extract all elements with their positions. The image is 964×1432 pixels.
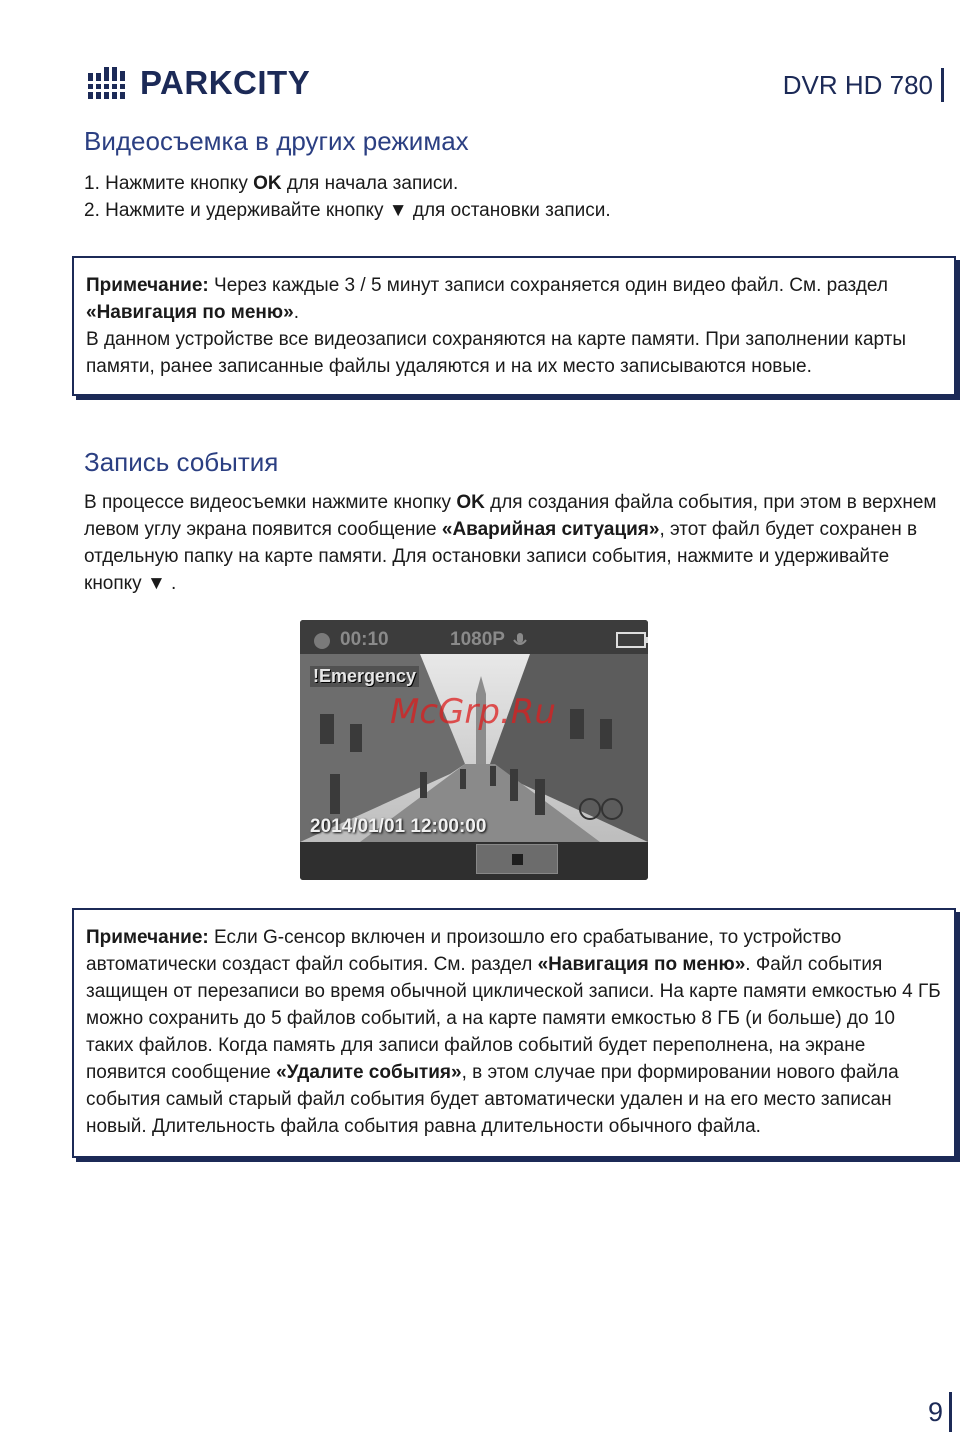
control-bar [300,842,648,880]
recording-time: 00:10 [340,629,389,650]
section-title-event-recording: Запись события [84,447,279,477]
page-number: 9 [928,1392,952,1432]
parkcity-logo-icon [88,67,134,99]
brand-logo [88,66,310,100]
note-box-2: Примечание: Если G-сенсор включен и произошло его срабатывание, то устройство автоматически создаст файл события. См. раздел «Навигация по меню». Файл события защищен от перезаписи во время обычной циклической записи. На карте памяти емкостью 4 ГБ можно сохранить до 5 файлов событий, а на карте памяти емкостью 8 ГБ (и больше) до 10 таких файлов. Когда память для записи файлов событий будет переполнена, на экране появится сообщение «Удалите события», в этом случае при формировании нового файла события самый старый файл события будет автоматически удален и на его место записан новый. Длительность файла события равна длительности обычного файла. [72,908,956,1158]
emergency-label: !Emergency [310,666,419,687]
date-time-stamp: 2014/01/01 12:00:00 [310,816,487,837]
model-name: DVR HD 780 [783,68,944,102]
record-dot-icon [314,633,330,649]
note-box-1: Примечание: Через каждые 3 / 5 минут записи сохраняется один видео файл. См. раздел «Навигация по меню». В данном устройстве все видеозаписи сохраняются на карте памяти. При заполнении карты памяти, ранее записанные файлы удаляются и на их место записываются новые. [72,256,956,396]
dvr-screen-illustration [300,620,648,880]
resolution-label: 1080P [450,629,505,650]
brand-name: PARKCITY [140,64,311,101]
note-label: Примечание: [86,275,209,296]
stop-icon [512,854,523,865]
microphone-icon [510,630,530,650]
battery-icon [616,632,646,648]
section-title-video-modes: Видеосъемка в других режимах [84,126,469,156]
note-text: В данном устройстве все видеозаписи сохраняются на карте памяти. При заполнении карты памяти, ранее записанные файлы удаляются и на их место записываются новые. [86,329,907,377]
note-label: Примечание: [86,927,209,948]
step-1: 1. Нажмите кнопку OK для начала записи. [84,173,459,194]
watermark: McGrp.Ru [390,692,556,732]
step-2: 2. Нажмите и удерживайте кнопку ▼ для остановки записи. [84,200,611,221]
event-recording-paragraph: В процессе видеосъемки нажмите кнопку OK для создания файла события, при этом в верхнем левом углу экрана появится сообщение «Аварийная ситуация», этот файл будет сохранен в отдельную папку на карте памяти. Для остановки записи события, нажмите и удерживайте кнопку ▼ . [84,492,937,594]
stop-button[interactable] [476,844,558,874]
